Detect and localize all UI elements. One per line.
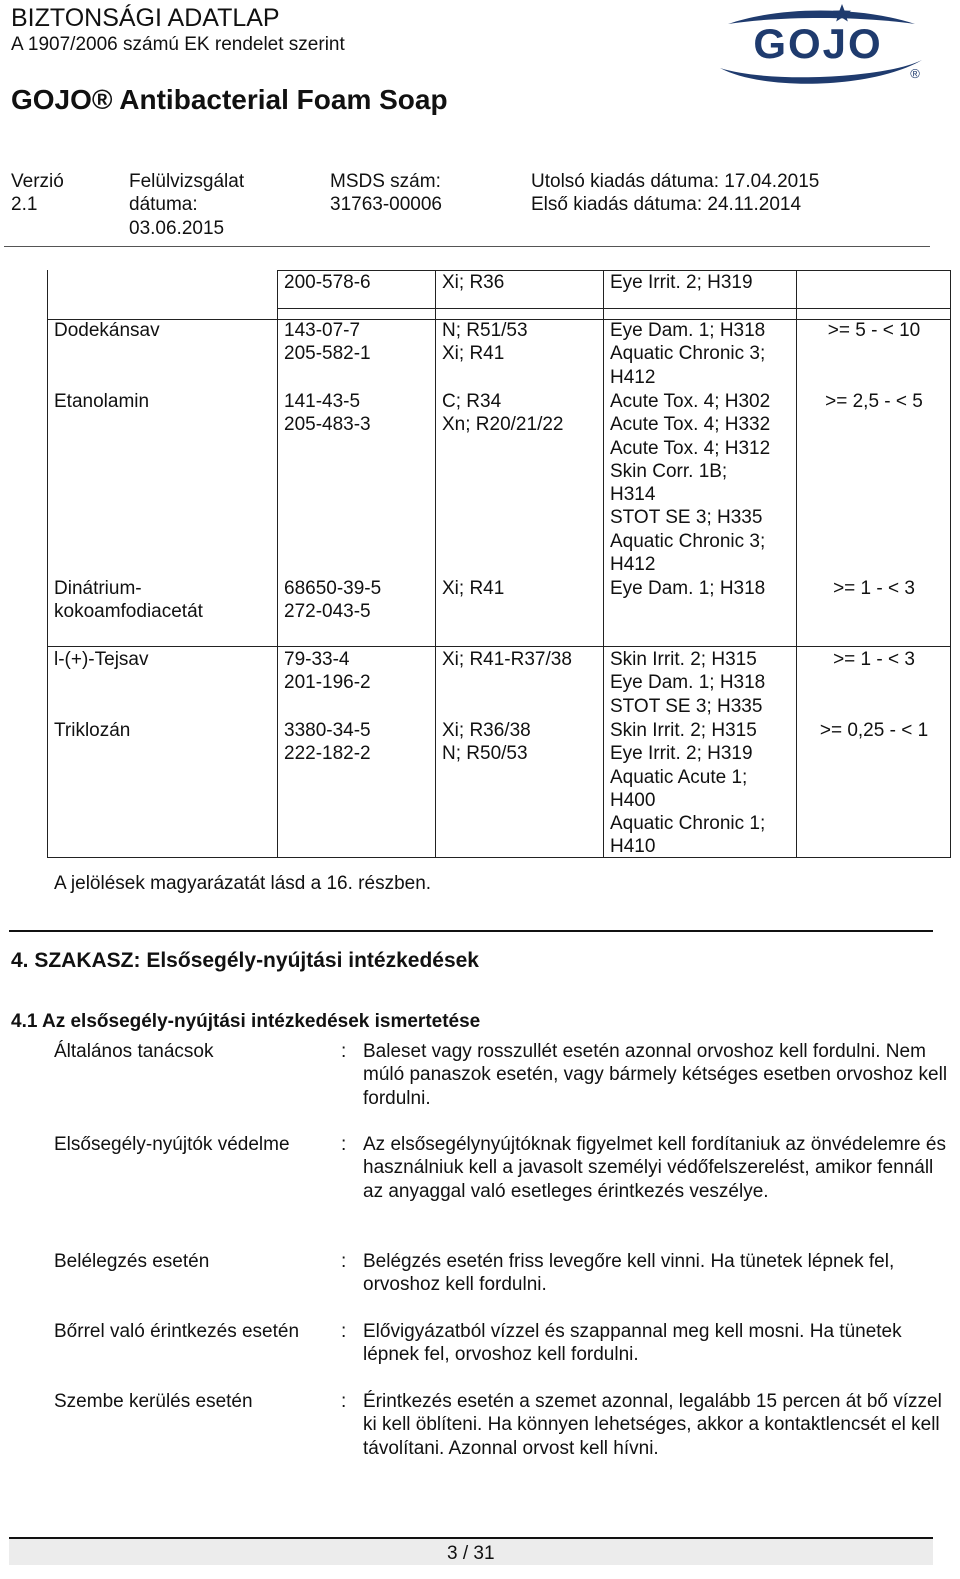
section-title: 4. SZAKASZ: Elsősegély-nyújtási intézkedések xyxy=(11,949,479,972)
subsection-title: 4.1 Az elsősegély-nyújtási intézkedések ismertetése xyxy=(11,1011,481,1032)
label-separator: : xyxy=(341,1134,347,1155)
document-title: BIZTONSÁGI ADATLAP xyxy=(11,4,280,32)
table-cell-cas: 141-43-5 205-483-3 xyxy=(284,391,371,436)
first-aid-text: Elővigyázatból vízzel és szappannal meg kell mosni. Ha tünetek lépnek fel, orvoshoz kell fordulni. xyxy=(363,1321,902,1366)
table-cell-clp: Eye Dam. 1; H318 Aquatic Chronic 3; H412 xyxy=(610,320,766,388)
table-cell-clp: Skin Irrit. 2; H315 Eye Dam. 1; H318 STOT SE 3; H335 xyxy=(610,649,766,717)
product-name: GOJO® Antibacterial Foam Soap xyxy=(11,84,448,115)
table-cell-dsd: Xi; R36 xyxy=(442,272,505,293)
table-cell-concentration: >= 1 - < 3 xyxy=(833,578,915,599)
table-cell-concentration: >= 1 - < 3 xyxy=(833,649,915,670)
gojo-logo xyxy=(710,2,932,84)
msds-number-field: MSDS szám: 31763-00006 xyxy=(330,171,442,216)
table-cell-name: Dodekánsav xyxy=(54,320,160,341)
first-aid-label: Általános tanácsok xyxy=(54,1041,214,1062)
table-cell-clp: Acute Tox. 4; H302 Acute Tox. 4; H332 Acute Tox. 4; H312 Skin Corr. 1B; H314 STOT SE 3; H335 Aquatic Chronic 3; H412 xyxy=(610,391,771,576)
table-cell-name: Triklozán xyxy=(54,720,131,741)
table-cell-clp: Eye Dam. 1; H318 xyxy=(610,578,766,599)
table-cell-cas: 3380-34-5 222-182-2 xyxy=(284,720,371,765)
table-cell-name: Dinátrium- kokoamfodiacetát xyxy=(54,578,203,623)
label-separator: : xyxy=(341,1391,347,1412)
table-cell-concentration: >= 0,25 - < 1 xyxy=(819,720,929,741)
table-cell-dsd: Xi; R41 xyxy=(442,578,505,599)
revision-date-field: Felülvizsgálat dátuma: 03.06.2015 xyxy=(129,171,245,239)
header-divider xyxy=(4,246,930,247)
label-separator: : xyxy=(341,1251,347,1272)
table-cell-cas: 143-07-7 205-582-1 xyxy=(284,320,371,365)
star-icon xyxy=(833,4,851,22)
table-cell-clp: Skin Irrit. 2; H315 Eye Irrit. 2; H319 Aquatic Acute 1; H400 Aquatic Chronic 1; H410 xyxy=(610,720,766,858)
first-aid-text: Az elsősegélynyújtóknak figyelmet kell fordítaniuk az önvédelemre és használniuk kell a javasolt személyi védőfelszerelést, amikor fennáll az anyaggal való esetleges érintkezés veszélye. xyxy=(363,1134,946,1202)
first-aid-text: Érintkezés esetén a szemet azonnal, legalább 15 percen át bő vízzel ki kell öblíteni. Ha könnyen lehetséges, akkor a kontaktlencsét el kell távolítani. Azonnal orvost kell hívni. xyxy=(363,1391,942,1459)
first-aid-text: Belégzés esetén friss levegőre kell vinni. Ha tünetek lépnek fel, orvoshoz kell fordulni. xyxy=(363,1251,895,1296)
regulation-subtitle: A 1907/2006 számú EK rendelet szerint xyxy=(11,34,345,55)
label-separator: : xyxy=(341,1041,347,1062)
table-cell-name: l-(+)-Tejsav xyxy=(54,649,149,670)
table-cell-dsd: N; R51/53 Xi; R41 xyxy=(442,320,528,365)
registered-mark: ® xyxy=(910,66,920,81)
table-cell-clp: Eye Irrit. 2; H319 xyxy=(610,272,753,293)
issue-dates-field: Utolsó kiadás dátuma: 17.04.2015 Első kiadás dátuma: 24.11.2014 xyxy=(531,171,820,216)
table-cell-cas: 68650-39-5 272-043-5 xyxy=(284,578,382,623)
table-cell-concentration: >= 2,5 - < 5 xyxy=(825,391,923,412)
table-cell-cas: 79-33-4 201-196-2 xyxy=(284,649,371,694)
table-footnote: A jelölések magyarázatát lásd a 16. részben. xyxy=(54,873,432,894)
page-number: 3 / 31 xyxy=(447,1543,495,1564)
table-cell-dsd: Xi; R41-R37/38 xyxy=(442,649,572,670)
first-aid-label: Bőrrel való érintkezés esetén xyxy=(54,1321,300,1342)
first-aid-label: Elsősegély-nyújtók védelme xyxy=(54,1134,290,1155)
table-cell-dsd: C; R34 Xn; R20/21/22 xyxy=(442,391,564,436)
table-cell-concentration: >= 5 - < 10 xyxy=(827,320,921,341)
table-cell-ec: 200-578-6 xyxy=(284,272,371,293)
table-cell-dsd: Xi; R36/38 N; R50/53 xyxy=(442,720,531,765)
section-divider xyxy=(9,930,933,932)
first-aid-label: Belélegzés esetén xyxy=(54,1251,210,1272)
label-separator: : xyxy=(341,1321,347,1342)
first-aid-text: Baleset vagy rosszullét esetén azonnal orvoshoz kell fordulni. Nem múló panaszok esetén, vagy bármely kétséges esetben orvoshoz kell fordulni. xyxy=(363,1041,948,1109)
first-aid-label: Szembe kerülés esetén xyxy=(54,1391,253,1412)
version-field: Verzió 2.1 xyxy=(11,171,64,216)
table-cell-name: Etanolamin xyxy=(54,391,150,412)
logo-wordmark: GOJO xyxy=(753,20,883,67)
